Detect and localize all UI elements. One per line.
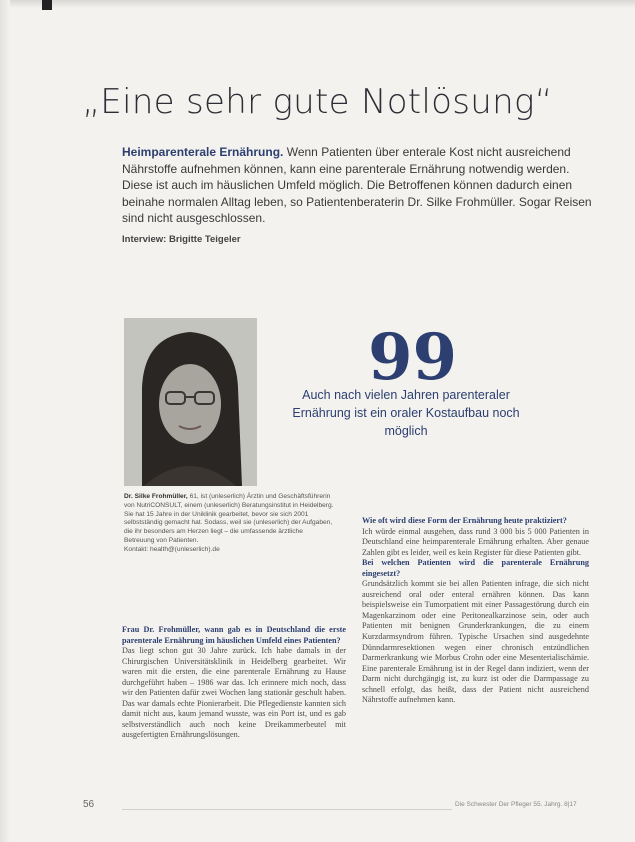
footer-divider (122, 809, 452, 810)
article-title: „Eine sehr gute Notlösung“ (82, 82, 553, 122)
crop-mark (42, 0, 52, 10)
portrait-image (124, 318, 257, 486)
interview-column-left (122, 625, 346, 765)
caption-text: 61, ist (unleserlich) Ärztin und Geschäftsführerin von NutriCONSULT, einem (unleserlich) Beratungsinstitut in Heidelberg. Sie hat 15 Jahre in der Uniklinik gearbeitet, bevor sie sich 2001 selbstständig gemacht hat. Sodass, weil sie (unleserlich) der Aufgaben, die ihr besonders am Herzen liegt – die umfassende ärztliche Betreuung von Patienten. (124, 493, 334, 544)
interview-question: Wie oft wird diese Form der Ernährung heute praktiziert? (362, 516, 567, 525)
scan-edge-top (0, 0, 635, 8)
lead-text: Wenn Patienten über enterale Kost nicht ausreichend Nährstoffe aufnehmen können, kann eine parenterale Ernährung notwendig werden. Diese ist auch im häuslichen Umfeld möglich. Die Betroffenen können dadurch einen beinahe normalen Alltag leben, so Patientenberaterin Dr. Silke Frohmüller. Sogar Reisen sind nicht ausgeschlossen. (122, 145, 592, 226)
interview-column-right (362, 516, 589, 778)
footer-source: Die Schwester Der Pfleger 55. Jahrg. 8|17 (455, 801, 577, 808)
interview-answer: Ich würde einmal ausgehen, dass rund 3 000 bis 5 000 Patienten in Deutschland eine heimparenterale Ernährung erhalten. Aber genaue Zahlen gibt es leider, weil es kein Register für diese Patienten gibt. (362, 526, 589, 557)
interview-question: Bei welchen Patienten wird die parenterale Ernährung eingesetzt? (362, 558, 589, 578)
interview-answer: Das liegt schon gut 30 Jahre zurück. Ich habe damals in der Chirurgischen Universitätsklinik in Heidelberg gearbeitet. Wir waren mit die ersten, die eine parenterale Ernährung zu Hause durchgeführt haben – 1986 war das. Ich erinnere mich noch, dass wir den Patienten dafür zwei Wochen lang stationär geschult haben. Das war damals echte Pionierarbeit. Die Pflegedienste kannten sich damit nicht aus, kaum jemand wusste, was ein Port ist, und es gab selbstverständlich auch noch keine Dreikammerbeutel mit ausgefertigten Ernährungslösungen. (122, 646, 346, 740)
byline: Interview: Brigitte Teigeler (122, 234, 241, 245)
portrait-photo (124, 318, 257, 486)
article-lead (122, 144, 592, 227)
pull-quote: Auch nach vielen Jahren parenteraler Ernährung ist ein oraler Kostaufbau noch möglich (292, 388, 520, 438)
lead-kicker: Heimparenterale Ernährung. (122, 145, 284, 159)
page-number: 56 (83, 799, 95, 810)
caption-contact: Kontakt: health@(unleserlich).de (124, 545, 220, 553)
interview-question: Frau Dr. Frohmüller, wann gab es in Deutschland die erste parenterale Ernährung im häuslichen Umfeld eines Patienten? (122, 625, 346, 645)
scan-edge-left (0, 0, 10, 842)
caption-name: Dr. Silke Frohmüller, (124, 493, 188, 500)
photo-caption (124, 493, 334, 555)
interview-answer: Grundsätzlich kommt sie bei allen Patienten infrage, die sich nicht ausreichend oral oder enteral ernähren können. Das kann beispielsweise ein Tumorpatient mit einer Passagestörung durch ein Magenkarzinom oder eine Peritonealkarzinose sein, oder auch Patienten mit benignen Grunderkrankungen, die zu einem Kurzdarmsyndrom führen. Typische Ursachen sind ausgedehnte Dünndarmresektionen wegen einer chronisch entzündlichen Darmerkrankung wie Morbus Crohn oder eine Mesenterialischämie. Eine parenterale Ernährung ist in der Regel dann indiziert, wenn der Darm nicht durchgängig ist, zu kurz ist oder die Darmpassage zu schnell erfolgt, das heißt, dass der Patient nicht ausreichend Nährstoffe aufnehmen kann. (362, 579, 589, 705)
quote-mark-icon: 99 (368, 320, 458, 395)
